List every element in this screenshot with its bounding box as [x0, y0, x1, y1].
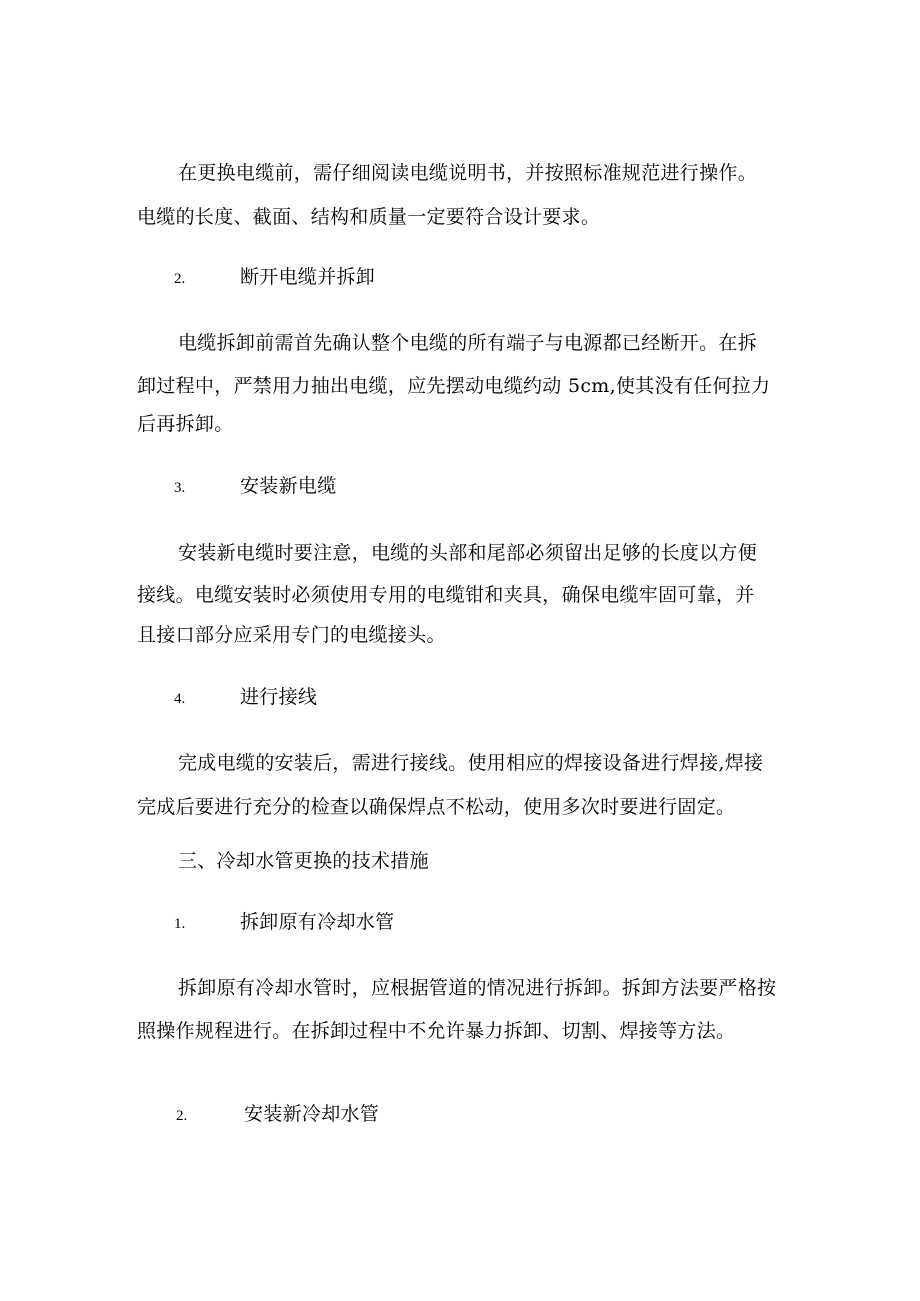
- paragraph-line: 完成电缆的安装后，需进行接线。使用相应的焊接设备进行焊接,焊接: [178, 752, 764, 774]
- paragraph-line: 在更换电缆前，需仔细阅读电缆说明书，并按照标准规范进行操作。: [178, 162, 758, 184]
- paragraph-line: 接线。电缆安装时必须使用专用的电缆钳和夹具，确保电缆牢固可靠，并: [137, 584, 755, 606]
- section-heading: 三、冷却水管更换的技术措施: [178, 850, 429, 872]
- paragraph-line: 且接口部分应采用专门的电缆接头。: [137, 624, 446, 646]
- paragraph-line: 卸过程中，严禁用力抽出电缆，应先摆动电缆约动 5cm,使其没有任何拉力: [137, 375, 771, 397]
- heading-number: 1.: [174, 916, 186, 932]
- paragraph-line: 照操作规程进行。在拆卸过程中不允许暴力拆卸、切割、焊接等方法。: [137, 1020, 736, 1042]
- heading-title: 进行接线: [240, 686, 318, 708]
- paragraph-line: 电缆拆卸前需首先确认整个电缆的所有端子与电源都已经断开。在拆: [178, 332, 758, 354]
- paragraph-line: 拆卸原有冷却水管时，应根据管道的情况进行拆卸。拆卸方法要严格按: [178, 977, 777, 999]
- paragraph-line: 电缆的长度、截面、结构和质量一定要符合设计要求。: [137, 206, 601, 228]
- heading-title: 安装新冷却水管: [244, 1103, 380, 1125]
- heading-title: 安装新电缆: [240, 475, 337, 497]
- heading-number: 2.: [174, 271, 186, 287]
- heading-number: 3.: [174, 480, 186, 496]
- heading-number: 4.: [174, 691, 186, 707]
- heading-number: 2.: [176, 1108, 188, 1124]
- paragraph-line: 完成后要进行充分的检查以确保焊点不松动，使用多次时要进行固定。: [137, 796, 736, 818]
- heading-title: 断开电缆并拆卸: [240, 266, 376, 288]
- paragraph-line: 安装新电缆时要注意，电缆的头部和尾部必须留出足够的长度以方便: [178, 542, 758, 564]
- paragraph-line: 后再拆卸。: [137, 413, 234, 435]
- heading-title: 拆卸原有冷却水管: [240, 911, 395, 933]
